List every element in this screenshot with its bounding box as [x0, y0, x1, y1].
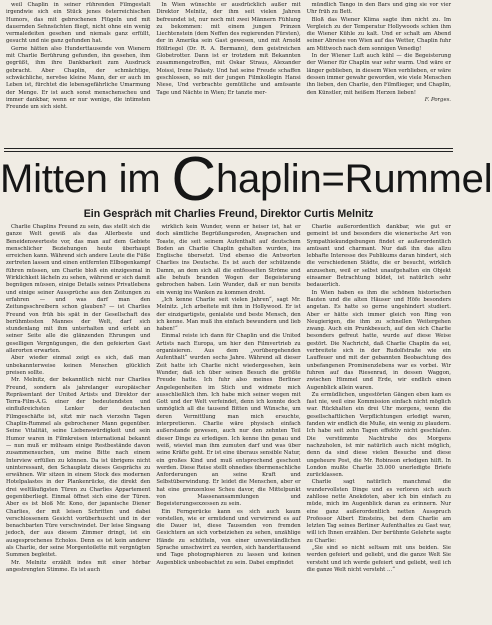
paragraph: „Ich kenne Charlie seit vielen Jahren“, sagt Mr. Melnitz. „Ich arbeitete mit ihm in Hollywood. Er ist der einzigartigste, genialste und beste Mensch, den ich kenne. Man muß ihn einfach bewundern und lieb haben!“ [156, 296, 301, 333]
paragraph: Ein Ferngerücke kann es sich auch kaum vorstellen, wie er ermüdend und verwirrend es auf die Dauer ist, diese Tausenden von fremden Gesichtern an sich vorbeiziehen zu sehen, unzählige Hände zu schütteln, von einer unverständlichen Sprache umschwirrt zu werden, sich handerttausend und Tage photographieren zu lassen und keinen Augenblick unbeobachtet zu sein. Dabei empfindet [156, 508, 301, 566]
paragraph: Charlie außerordentlich dankbar, wie gut er gemeint ist und besonders die wienerische Art von Sympathiekundgebungen findet er außerordentlich amüsant und charmant. Nur daß ihn das allzu lebhafte Interesse des Publikums daran hindert, sich die verschiedenen Städte, die er besucht, wirklich anzusehen, weil er selbst unaufgehalten ein Objekt einsamer Betrachtung bildet, ist natürlich sehr bedauerlich. [306, 224, 451, 289]
paragraph: Einmal reiste ich dann für Chaplin und die United Artists nach Europa, um hier den Filmvertrieb zu organisieren. Aus dem „vorübergehenden Aufenthalt“ wurden sechs Jahre. Während all dieser Zeit hatte ich Charlie nicht wiedergesehen, kein Wunder, daß ich über seinen Besuch die größte Freude hatte. Ich fuhr also meines Berliner Angelegenheiten im Stich und widmete mich ausschließlich ihm. Ich habe mich seiner wegen mit Gott und der Welt verfeindet, denn ich konnte doch unmöglich all die tausend Bitten und Wünsche, um deren Vermittlung man mich ersuchte, interpretieren. Charlie wäre physisch einfach außerstande gewesen, auch nur den zehnten Teil dieser Dinge zu erledigen. Ich kenne ihn genau und weiß, wieviel man ihm zumuten darf und was über seine Kräfte geht. Er ist eine überaus sensible Natur, ein großes Kind und muß entsprechend geschont werden. Diese Reise stellt ohnedies übermenschliche Anforderungen an seine Kraft und Selbstüberwindung. Er leidet die Menschen, aber er hat eine grenzenlose Scheu davor, die Mittelpunkt von Massenansammlungen und Begeisterungsexzessen zu sein. [156, 333, 301, 508]
paragraph: mündlich Tango in den Bars und ging sie vor vier Uhr früh zu Bett. [306, 2, 451, 16]
divider-rule [4, 148, 453, 149]
paragraph: wirklich kein Wunder, wenn er heiser ist, hat er doch sämtliche Begrüßungsreden, Ansprachen und Toaste, die seit seinem Aufenthalt auf deutschem Boden an Charlie Chaplin gehalten wurden, ins Englische übersetzt. Und ebenso die Antworten Charlies ins Deutsche. Es ist auch der schützende Damm, an dem sich all die entfesselten Ströme und alle behufs branden Wogen der Begeisterung gebrochen haben. Lein Wunder, daß er nun bereits ein wenig ins Wanken zu kommen droht. [156, 224, 301, 296]
paragraph: „Sie sind so nicht seltsam mit uns beiden. Sie werden gefeiert und geliebt, und die ganze Welt Sie versteht und ich werde gefeiert und geliebt, weil ich die ganze Welt nicht versteht …“ [306, 545, 451, 573]
paragraph: In Wien haben es ihm die schönen historischen Bauten und die alten Häuser und Höfe besonders angetan. Es hatte so gerne ungehindert studiert. Aber er hätte sich immer gleich von Ring von Neugierigen, die ihm zu schnellen Weitergehen zwang. Auch ein Prunkbesuch, auf den sich Charlie besonders gefreut hatte, wurde auf diese Weise gestört. Die Nachricht, daß Charlie Chaplin da sei, verbreitete sich in der Rudolfstraße wie ein Lauffeuer und mit der gebannten Beobachtung des unbefangenen Prominenzlebens war es vorbei. Wir fuhren auf das Riesenrad, in dessen Waggon, zwischen Himmel und Erde, wir endlich einen Augenblick allein waren. [306, 289, 451, 391]
author-signature: F. Porges. [424, 96, 451, 103]
article-column-3 [307, 224, 451, 622]
paragraph: In der Wiener Luft auch kühl — die Begeisterung der Wiener für Chaplin war sehr warm. Und wäre er länger geblieben, in diesem Wien verblieben, er wäre dessen immer gewahr geworden, wie viele Menschen ihn lieben, den Charlie, den Filmflieger, und Chaplin, den Künstler, mit heißem Herzen lieben! [306, 53, 451, 96]
paragraph: weil Chaplin in seiner rührenden Filmgestalt irgendwie sich ein Stück jenes österreichischen Humors, das mit gebrochenen Flügeln und mit dauernden Sehnsüchten fliegt, nicht ohne ein wenig vermaledeiten gesehen und niemals ganz erfüllt, gesucht und nie ganz gefunden hat. [6, 2, 151, 45]
paragraph: Charlie Chaplins Freund zu sein, das stellt sich die ganze Welt gewiß als das Allerbeste und Beneidenswerteste vor, das man auf dem Gebiete menschlicher Beziehungen heute überhaupt erreichen kann. Während sich andere Leute die Füße zertreten lassen und einen entfernten Ellbogenkampf führen müssen, um Charlie bloß ein einzigesmal in Wirklichkeit lächeln zu sehen, während er sich damit begnügen müssen, einige Details seines Privatlebens und einige seiner Aussprüche aus den Zeitungen zu erfahren — und was darf man den Zeitungsschreibern schon glauben? — ist Charlies Freund von früh bis spät in der Gesellschaft des berühmtesten Mannes der Welt, darf sich stundenlang mit ihm unterhalten und erlebt an seiner Seite alle die glänzenden Ehrungen und geselligen Vergnügungen, die den gefeierten Gast allerorten erwarten. [6, 224, 151, 355]
paragraph: Gerne hätten also Hunderttausende von Wienern mit Charlie Berührung gefunden, ihn gesehen, ihm gegrüßt, ihm ihre Dankbarkeit zum Ausdruck gebracht. Aber Chaplin, der schmächtige, schwächliche, nervöse kleine Mann, der er auch im Leben ist, fürchtet die lebensgefährliche Umarmung der Menge. Er ist auch sonst menschenscheu und immer dankbar, wenn er nur wenige, die intimsten Freunde um sich sieht. [6, 45, 151, 111]
headline-part: Mitten im [0, 157, 172, 201]
paragraph: Aber wieder einmal zeigt es sich, daß man unbekannterweise keinen Menschen glücklich preisen sollte. [6, 355, 151, 376]
top-column-1 [6, 2, 150, 145]
headline-initial: C [171, 145, 216, 214]
top-column-3 [307, 2, 451, 145]
paragraph: Bloß das Wiener Klima sagte ihm nicht zu. Im Vergleich zu der Temperatur Hollywoods schien ihm die Wiener Kühle zu kalt. Und er schalt am Abend seiner Abreise von Wien auf das Wetter, Chaplin fuhr am Mittwoch nach dem sonnigen Venedig! [306, 16, 451, 52]
subheadline: Ein Gespräch mit Charlies Freund, Direktor Curtis Melnitz [83, 208, 374, 220]
paragraph: Mr. Melnitz erzählt indes mit einer hörbar angestrengten Stimme. Es ist auch [6, 559, 151, 573]
paragraph: Mr. Melnitz, der bekanntlich nicht nur Charlies Freund, sondern als jahrelanger europäischer Repräsentant der United Artists und Direktor der Terra-Film-A.G. einer der bedeutendsten und einflußreichsten Lenker der deutschen Filmgeschäfte ist, sitzt mir nach vierzehn Tagen Chaplin-Rummel als gebrochener Mann gegenüber. Seine Vitalität, seine Liebenswürdigkeit und sein Humor waren in Filmkreisen international bekannt — nun muß er mühsam einige Restbestände davon zusammensuchen, um meine Bitte nach einem Interview erfüllen zu können. Da ist übrigens nicht uninteressant, den Schauplatz dieses Gesprächs zu erwähnen. Wir sitzen in einem Stock des modernen Hotelpalastes in der Plankenrücke, die direkt den drei weltläufigsten Türen zu Charlies Appartement gegenüberliegt. Einmal öffnet sich eine der Türen. Aber es ist bloß Mr. Kono, der japanische Diener Charlies, der mit leisen Schritten und dabei verschlossenem Gesicht vorüberhuscht und in der benachbarten Türe verschwindet. Der leise Singsang jedoch, der aus diesem Zimmer dringt, ist ein ausgesprochenes Echolos. Denn es ist kein anderer als Charlie, der seine Morgentoilette mit vergnügten Summen begleitet. [6, 377, 151, 559]
paragraph: Zu ermüdlichen, ungestörten Gängen eben kam es fast nie, weil eine Kommission einfach nicht möglich war. Rückhalten ein drei Uhr morgens, wenn die gesellschaftlichen Verpflichtungen erledigt waren, fanden wir endlich die Muße, ein wenig zu plaudern. Ich habe seit zehn Tagen effektiv nicht geschlafen. Die verstümmte Nachtruhe des Morgens nachzuholen, ist mir natürlich auch nicht möglich, denn da sind diese vielen Besuche und diese ungeheure Post, die Mr. Robinson erledigen hilft. In London mußte Charlie 35.000 unerledigte Briefe zurücklassen. [306, 391, 451, 479]
paragraph: In Wien wünschte er ausdrücklich außer mit Direktor Melnitz, der ihm seit vielen Jahren befreundet ist, nur noch mit zwei Männern Fühlung zu bekommen: mit einem jungen Prinzen Liechtenstein (dem Neffen des regierenden Fürsten), der in Amerika sein Gast gewesen, und mit Arnold Höllriegel (Dr. R. A. Bermann), dem geistreichen Globetrotter. Dann ist er trotzdem mit Bekannten zusammengetroffen, mit Oskar Straus, Alexander Moissi, Irene Palasty. Und hat seine Freude schaffen geschlossen, so mit der jungen Filmkollegin Hansi Niese, Und verbrachte gemütliche und amüsante Tage und Nächte in Wien; Er tanzte mer- [156, 2, 301, 96]
article-column-2 [156, 224, 300, 622]
headline-part: haplin=Rummel [215, 157, 492, 201]
main-article [6, 224, 451, 622]
article-column-1 [6, 224, 150, 622]
top-article [6, 2, 451, 145]
top-column-2 [156, 2, 300, 145]
paragraph: Charlie sagt natürlich manchmal die wundervollsten Dinge und es verloren sich auch zahllose nette Anekdoten, aber ich bin einfach zu müde, mich im Augenblick daran zu erinnern. Nur eine ganz außerordentlich netten Ausspruch Professor Albert Einsteins, bei dem Charlie am letzten Tag seines Berliner Aufenthaltes zu Gast war, will ich Ihnen erzählen. Der berühmte Gelehrte sagte zu Charlie: [306, 479, 451, 544]
